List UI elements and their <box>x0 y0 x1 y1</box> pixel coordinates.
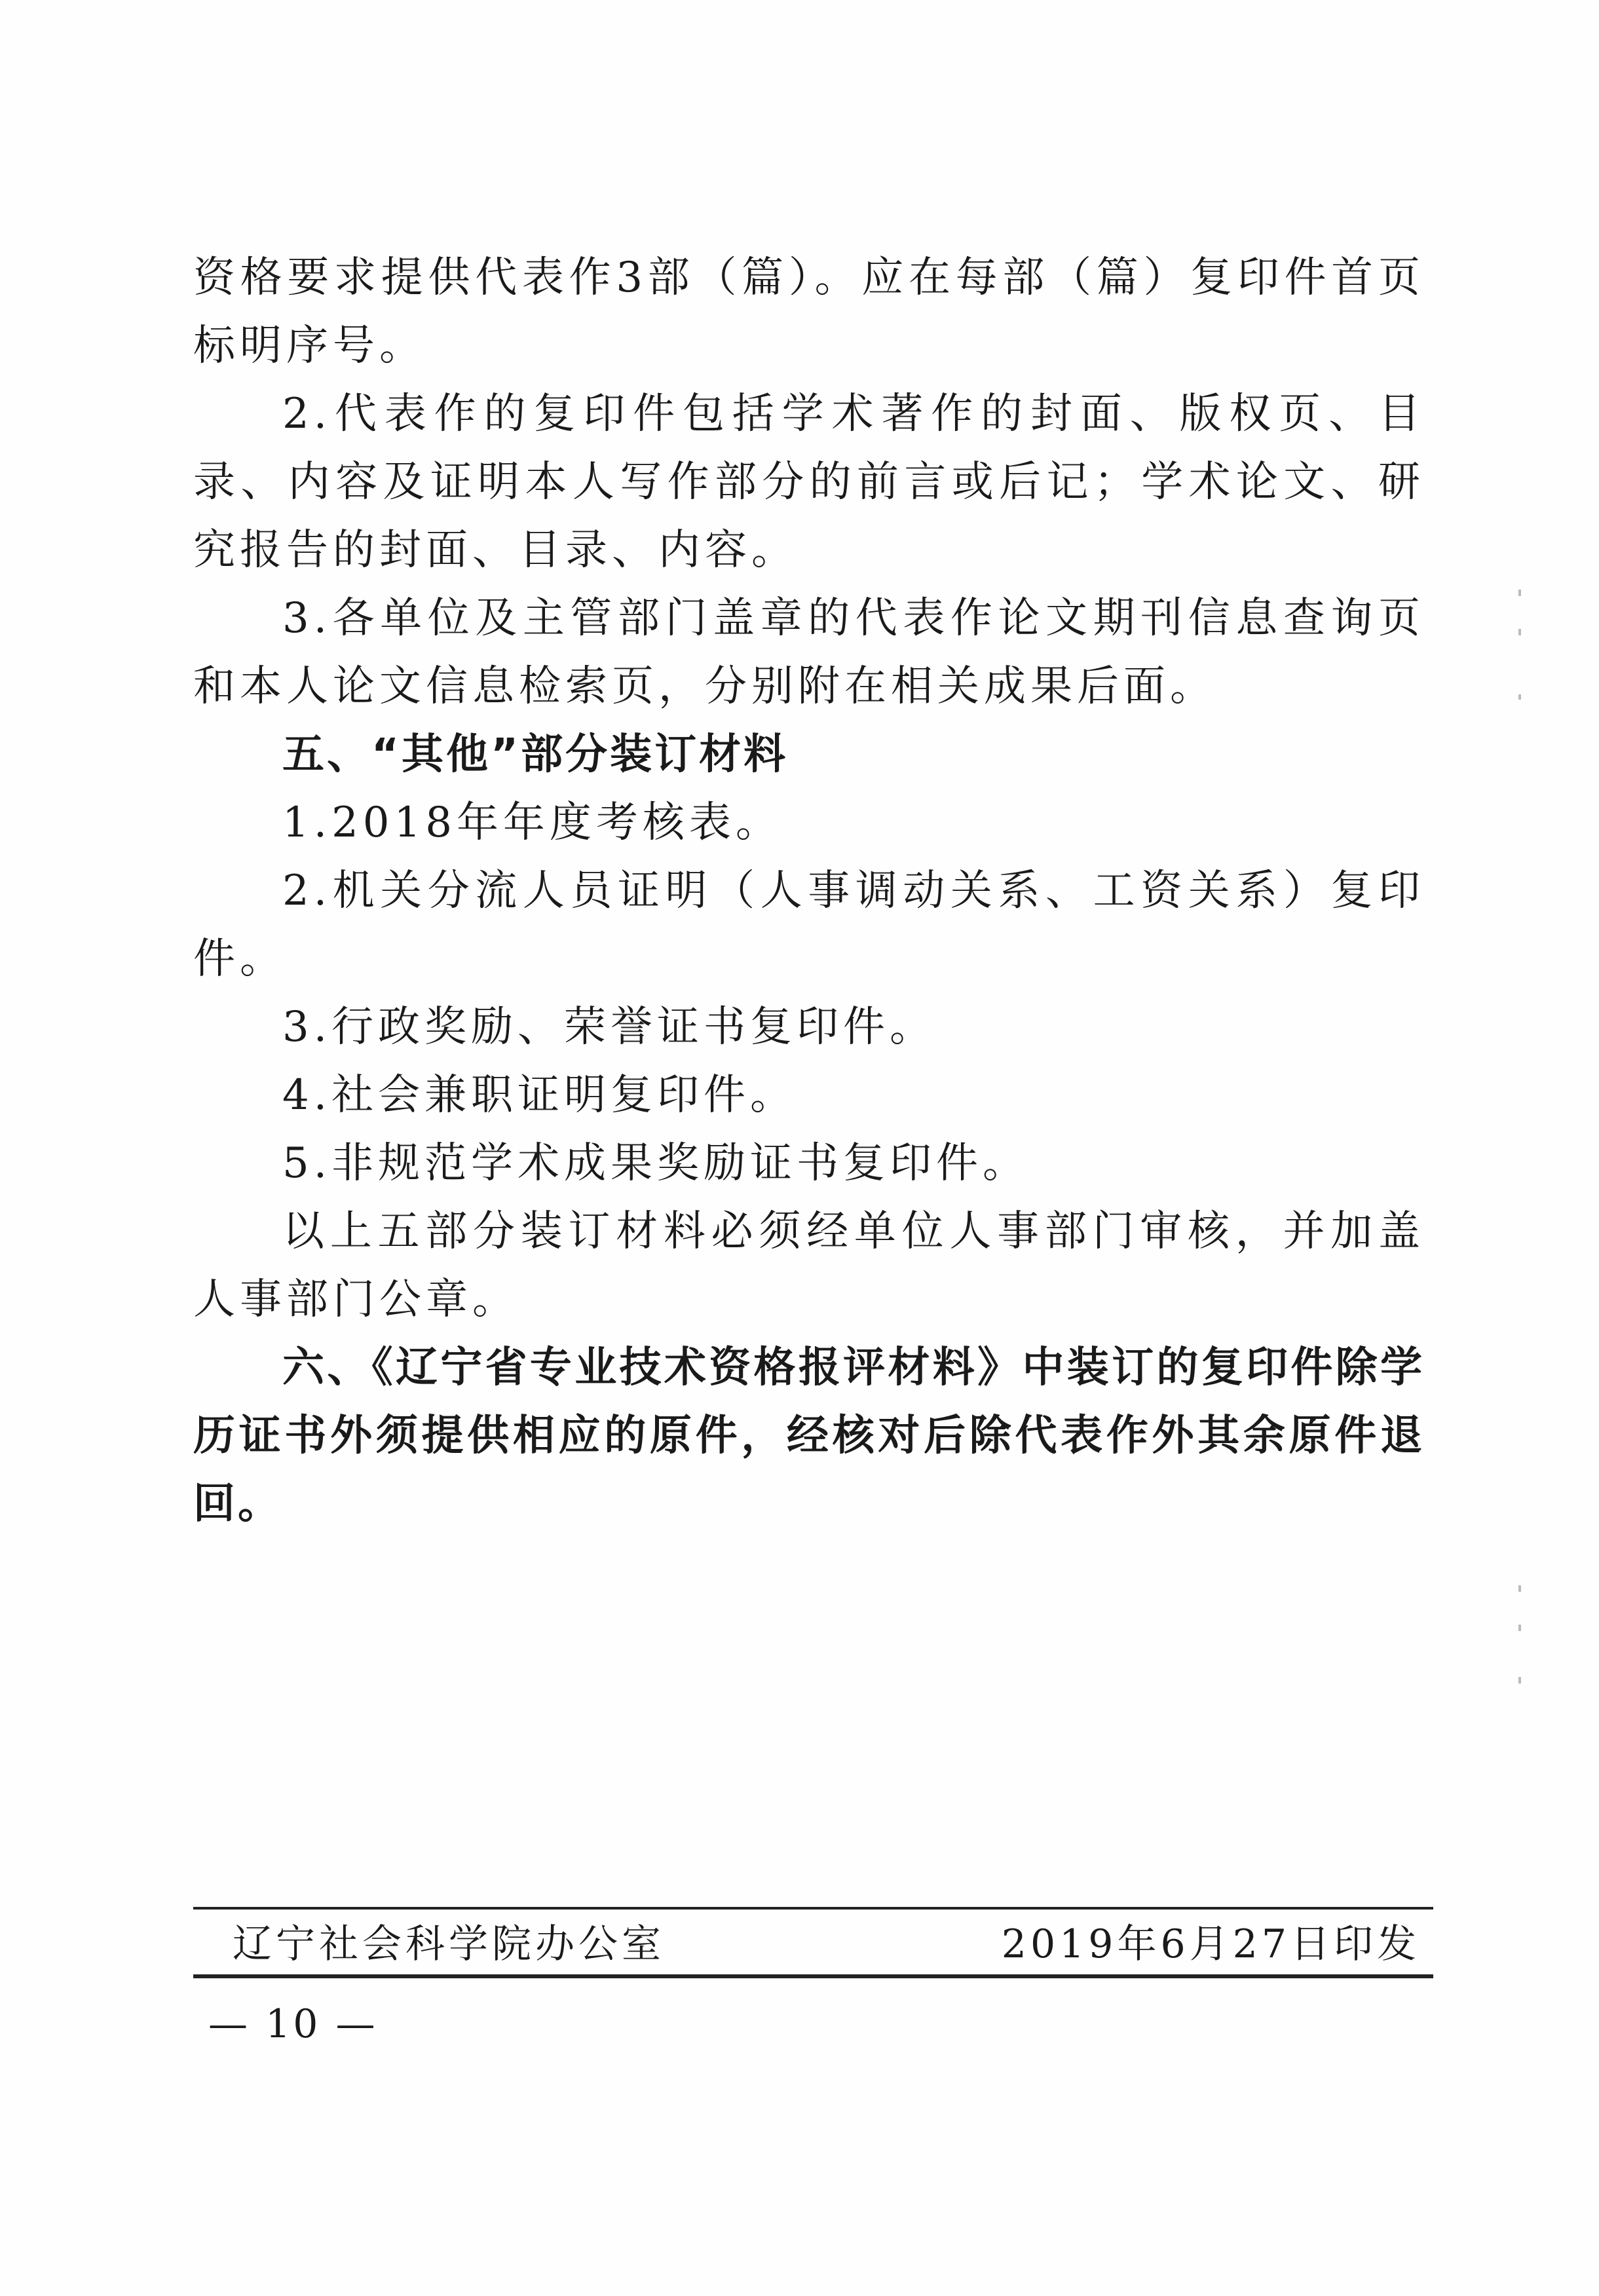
list-item-5: 5.非规范学术成果奖励证书复印件。 <box>282 1139 1030 1188</box>
footer-issuer: 辽宁社会科学院办公室 <box>233 1921 665 1967</box>
scan-speck <box>1518 1585 1521 1592</box>
scan-speck <box>1518 1677 1521 1684</box>
list-item-1: 1.2018年年度考核表。 <box>282 799 782 847</box>
paragraph-item-3-stamped: 3.各单位及主管部门盖章的代表作论文期刊信息查询页和本人论文信息检索页，分别附在相关成果后面。 <box>193 594 1425 711</box>
section-heading-six: 六、《辽宁省专业技术资格报评材料》中装订的复印件除学历证书外须提供相应的原件，经核对后除代表作外其余原件退回。 <box>193 1344 1425 1528</box>
summary-paragraph: 以上五部分装订材料必须经单位人事部门审核，并加盖人事部门公章。 <box>193 1207 1425 1324</box>
footer <box>193 1918 1433 1970</box>
list-item-2: 2.机关分流人员证明（人事调动关系、工资关系）复印件。 <box>193 867 1425 983</box>
scan-speck <box>1518 590 1521 596</box>
list-item-4: 4.社会兼职证明复印件。 <box>282 1071 797 1120</box>
paragraph-continuation: 资格要求提供代表作3部（篇）。应在每部（篇）复印件首页标明序号。 <box>193 254 1425 370</box>
list-item-3: 3.行政奖励、荣誉证书复印件。 <box>282 1003 937 1051</box>
paragraph-item-2-copies: 2.代表作的复印件包括学术著作的封面、版权页、目录、内容及证明本人写作部分的前言或后记；学术论文、研究报告的封面、目录、内容。 <box>193 390 1425 574</box>
footer-top-rule <box>193 1907 1433 1910</box>
footer-issue-date: 2019年6月27日印发 <box>1001 1921 1420 1967</box>
scan-speck <box>1518 629 1521 635</box>
section-heading-five: 五、“其他”部分装订材料 <box>282 730 789 779</box>
page-number: — 10 — <box>208 2001 378 2047</box>
footer-bottom-rule <box>193 1974 1433 1978</box>
scan-speck <box>1518 694 1521 700</box>
document-body <box>193 244 1425 1538</box>
scan-speck <box>1518 1625 1521 1631</box>
